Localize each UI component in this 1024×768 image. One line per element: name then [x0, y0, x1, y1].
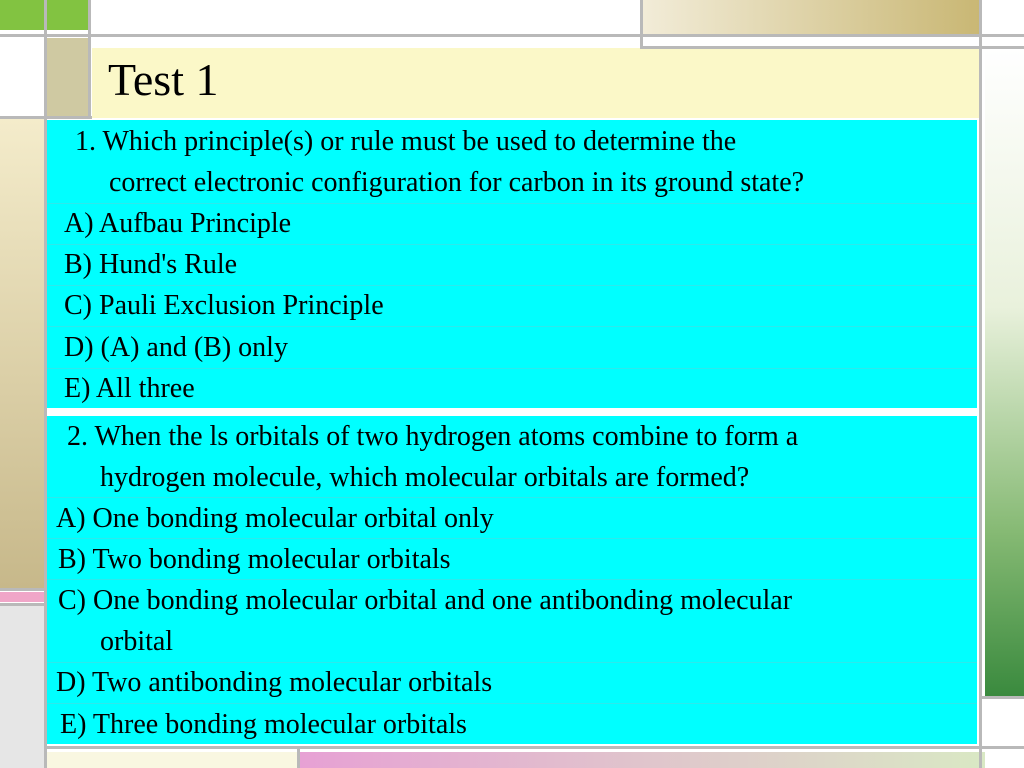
option-label-continued: orbital	[100, 626, 174, 657]
khaki-block	[47, 38, 89, 116]
option-label: D) (A) and (B) only	[64, 332, 288, 363]
option-label: D) Two antibonding molecular orbitals	[56, 667, 493, 698]
grid-line	[44, 746, 1024, 749]
right-green-gradient	[985, 48, 1024, 696]
grid-line	[0, 588, 47, 591]
grid-line	[0, 34, 1024, 37]
left-pink-stripe	[0, 592, 44, 602]
grid-line	[640, 46, 1024, 49]
grid-line	[979, 0, 982, 768]
question-1-option-c	[47, 285, 977, 326]
question-1-option-e	[47, 368, 977, 409]
question-2-option-c	[47, 579, 977, 662]
question-2-line-2: hydrogen molecule, which molecular orbitals are formed?	[100, 462, 750, 493]
left-tan-gradient	[0, 118, 44, 588]
left-grey-block	[0, 604, 44, 768]
question-2-prompt	[47, 416, 977, 496]
slide-title: Test 1	[108, 54, 219, 105]
question-2-line-1: 2. When the ls orbitals of two hydrogen atoms combine to form a	[67, 421, 799, 452]
option-label: B) Two bonding molecular orbitals	[58, 544, 451, 575]
option-label: E) Three bonding molecular orbitals	[60, 709, 467, 740]
question-1-option-d	[47, 326, 977, 368]
question-2-option-b	[47, 538, 977, 579]
option-label: C) Pauli Exclusion Principle	[64, 290, 384, 321]
title-band	[92, 48, 979, 118]
grid-line	[0, 116, 92, 119]
question-1-line-2: correct electronic configuration for carbon in its ground state?	[109, 167, 805, 198]
bottom-pink-gradient	[300, 752, 985, 768]
option-label: A) One bonding molecular orbital only	[56, 503, 494, 534]
option-label: E) All three	[64, 373, 195, 404]
question-2-option-e	[47, 703, 977, 745]
question-1-prompt	[47, 120, 977, 202]
grid-line	[0, 603, 47, 606]
option-label: A) Aufbau Principle	[64, 208, 292, 239]
question-2-option-d	[47, 662, 977, 703]
question-1-box	[47, 120, 977, 408]
grid-line	[88, 0, 91, 118]
bottom-cream-strip	[47, 752, 297, 768]
question-1-line-1: 1. Which principle(s) or rule must be used to determine the	[75, 126, 737, 157]
grid-line	[979, 696, 1024, 699]
option-label: C) One bonding molecular orbital and one antibonding molecular	[58, 585, 793, 616]
question-1-option-b	[47, 244, 977, 285]
option-label: B) Hund's Rule	[64, 249, 238, 280]
grid-line	[297, 746, 300, 768]
grid-line	[640, 0, 643, 48]
question-2-box	[47, 416, 977, 744]
question-2-option-a	[47, 497, 977, 538]
question-1-option-a	[47, 203, 977, 244]
gold-gradient-bar	[643, 0, 980, 34]
